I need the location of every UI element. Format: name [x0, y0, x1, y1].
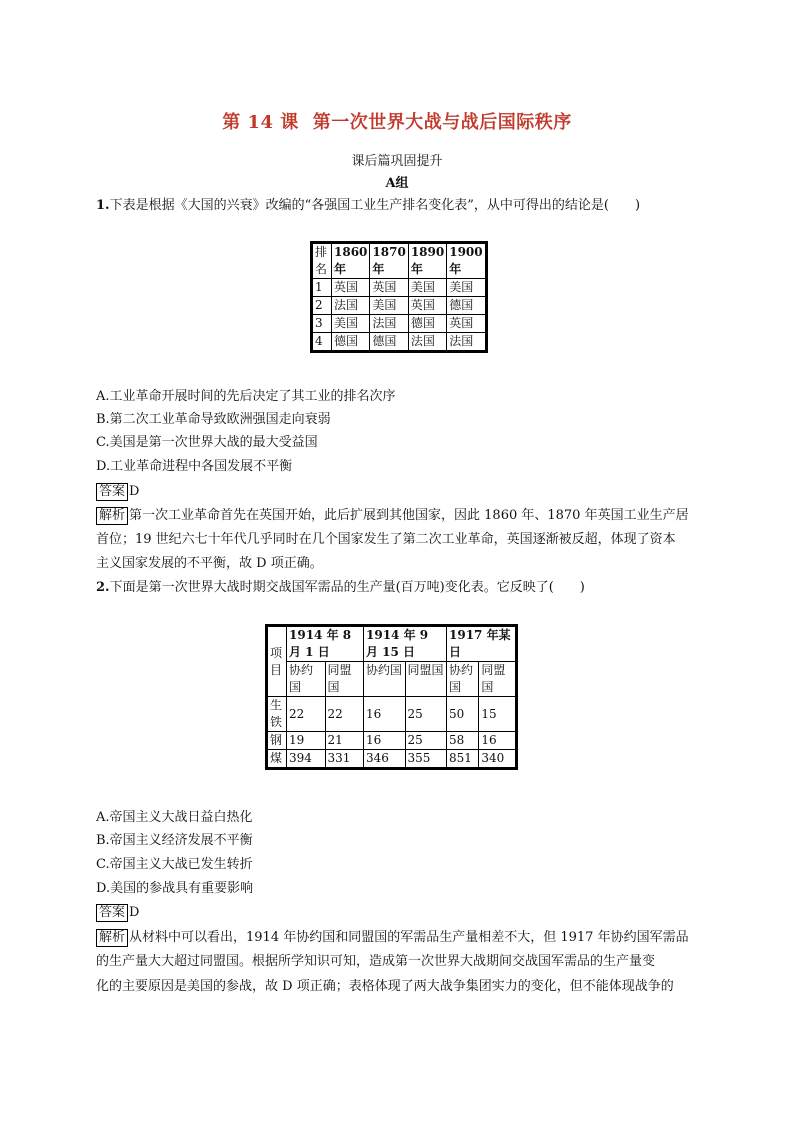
option-d: D.美国的参战具有重要影响	[96, 881, 254, 896]
option-c: C.帝国主义大战已发生转折	[96, 857, 253, 872]
table-cell: 331	[325, 750, 364, 769]
table-row	[267, 697, 517, 732]
table-cell: 美国	[332, 315, 370, 333]
analysis-text: 主义国家发展的不平衡，故 D 项正确。	[96, 556, 323, 571]
table-cell: 美国	[408, 279, 446, 297]
section-subtitle: 课后篇巩固提升	[351, 154, 443, 169]
table-cell: 25	[405, 732, 447, 750]
table-cell: 340	[479, 750, 517, 769]
table-cell: 16	[364, 732, 406, 750]
table-header-cell: 1914 年 8 月 1 日	[287, 626, 364, 662]
table-row	[312, 315, 487, 333]
table-cell: 394	[287, 750, 326, 769]
table-cell: 德国	[447, 297, 486, 315]
table-header-cell: 项目	[267, 626, 287, 697]
table-cell: 2	[312, 297, 332, 315]
table-cell: 英国	[332, 279, 370, 297]
table-header-cell: 协约国	[287, 662, 326, 697]
table-munitions-production	[265, 624, 518, 770]
analysis-tag: 解析	[96, 929, 128, 947]
table-cell: 法国	[447, 333, 486, 352]
table-header-cell: 1890 年	[408, 243, 446, 279]
analysis-text: 的生产量大大超过同盟国。根据所学知识可知，造成第一次世界大战期间交战国军需品的生产量变	[96, 954, 656, 969]
table-row	[312, 279, 487, 297]
table-header-cell: 1870 年	[370, 243, 408, 279]
answer-tag: 答案	[96, 483, 128, 501]
option-d: D.工业革命进程中各国发展不平衡	[96, 459, 293, 474]
table-cell: 美国	[370, 297, 408, 315]
table-header-cell: 1914 年 9 月 15 日	[364, 626, 447, 662]
table-cell: 25	[405, 697, 447, 732]
answer-line	[96, 903, 139, 923]
table-cell: 德国	[408, 315, 446, 333]
analysis-text: 第一次工业革命首先在英国开始，此后扩展到其他国家，因此 1860 年、1870 年英国工业生产居	[129, 508, 689, 523]
table-cell: 19	[287, 732, 326, 750]
table-cell: 法国	[408, 333, 446, 352]
table-cell: 英国	[370, 279, 408, 297]
analysis-tag: 解析	[96, 507, 128, 525]
option-a: A.工业革命开展时间的先后决定了其工业的排名次序	[96, 389, 396, 404]
question-1-number: 1.	[96, 198, 110, 213]
table-cell: 355	[405, 750, 447, 769]
table-header-cell: 1860 年	[332, 243, 370, 279]
table-cell: 851	[447, 750, 479, 769]
table-header-cell: 排名	[312, 243, 332, 279]
table-cell: 法国	[370, 315, 408, 333]
table-row	[267, 732, 517, 750]
table-cell: 3	[312, 315, 332, 333]
option-c: C.美国是第一次世界大战的最大受益国	[96, 435, 318, 450]
table-cell: 22	[287, 697, 326, 732]
group-label: A组	[385, 176, 409, 191]
table-row	[312, 333, 487, 352]
question-1-text: 下表是根据《大国的兴衰》改编的“各强国工业生产排名变化表”，从中可得出的结论是( )	[109, 198, 641, 213]
table-cell: 4	[312, 333, 332, 352]
table-cell: 美国	[447, 279, 486, 297]
option-b: B.第二次工业革命导致欧洲强国走向衰弱	[96, 412, 331, 427]
answer-value: D	[129, 905, 140, 920]
question-1-stem	[96, 196, 640, 216]
table-row	[312, 297, 487, 315]
table-header-row	[312, 243, 487, 279]
table-cell: 16	[364, 697, 406, 732]
table-cell: 50	[447, 697, 479, 732]
analysis-text: 从材料中可以看出，1914 年协约国和同盟国的军需品生产量相差不大，但 1917 年协约国军需品	[129, 930, 689, 945]
table-header-cell: 1917 年某日	[447, 626, 517, 662]
table-cell: 法国	[332, 297, 370, 315]
analysis-line	[96, 928, 689, 948]
table-header-cell: 协约国	[364, 662, 406, 697]
table-cell: 英国	[408, 297, 446, 315]
table-industrial-ranking	[310, 241, 488, 353]
table-cell: 15	[479, 697, 517, 732]
table-cell: 346	[364, 750, 406, 769]
question-2-text: 下面是第一次世界大战时期交战国军需品的生产量(百万吨)变化表。它反映了( )	[109, 580, 585, 595]
table-header-cell: 同盟国	[325, 662, 364, 697]
lesson-number: 第 14 课	[222, 112, 299, 133]
table-cell: 22	[325, 697, 364, 732]
analysis-text: 首位；19 世纪六七十年代几乎同时在几个国家发生了第二次工业革命，英国逐渐被反超，体现了资本	[96, 532, 676, 547]
table-header-cell: 同盟国	[405, 662, 447, 697]
table-cell: 21	[325, 732, 364, 750]
question-2-stem	[96, 578, 585, 598]
analysis-text: 化的主要原因是美国的参战，故 D 项正确；表格体现了两大战争集团实力的变化，但不能体现战争的	[96, 979, 674, 994]
answer-tag: 答案	[96, 904, 128, 922]
table-cell: 德国	[370, 333, 408, 352]
table-header-row	[267, 626, 517, 662]
table-header-cell: 协约国	[447, 662, 479, 697]
table-cell: 英国	[447, 315, 486, 333]
table-cell: 58	[447, 732, 479, 750]
analysis-line	[96, 506, 689, 526]
table-row-label: 生铁	[267, 697, 287, 732]
table-cell: 16	[479, 732, 517, 750]
table-header-cell: 同盟国	[479, 662, 517, 697]
question-2-number: 2.	[96, 580, 110, 595]
lesson-topic: 第一次世界大战与战后国际秩序	[312, 112, 572, 133]
table-cell: 1	[312, 279, 332, 297]
answer-value: D	[129, 484, 140, 499]
page-title	[0, 108, 794, 134]
option-a: A.帝国主义大战日益白热化	[96, 810, 253, 825]
table-row	[267, 750, 517, 769]
table-header-row	[267, 662, 517, 697]
table-row-label: 钢	[267, 732, 287, 750]
option-b: B.帝国主义经济发展不平衡	[96, 833, 253, 848]
answer-line	[96, 482, 139, 502]
table-cell: 德国	[332, 333, 370, 352]
table-header-cell: 1900 年	[447, 243, 486, 279]
table-row-label: 煤	[267, 750, 287, 769]
